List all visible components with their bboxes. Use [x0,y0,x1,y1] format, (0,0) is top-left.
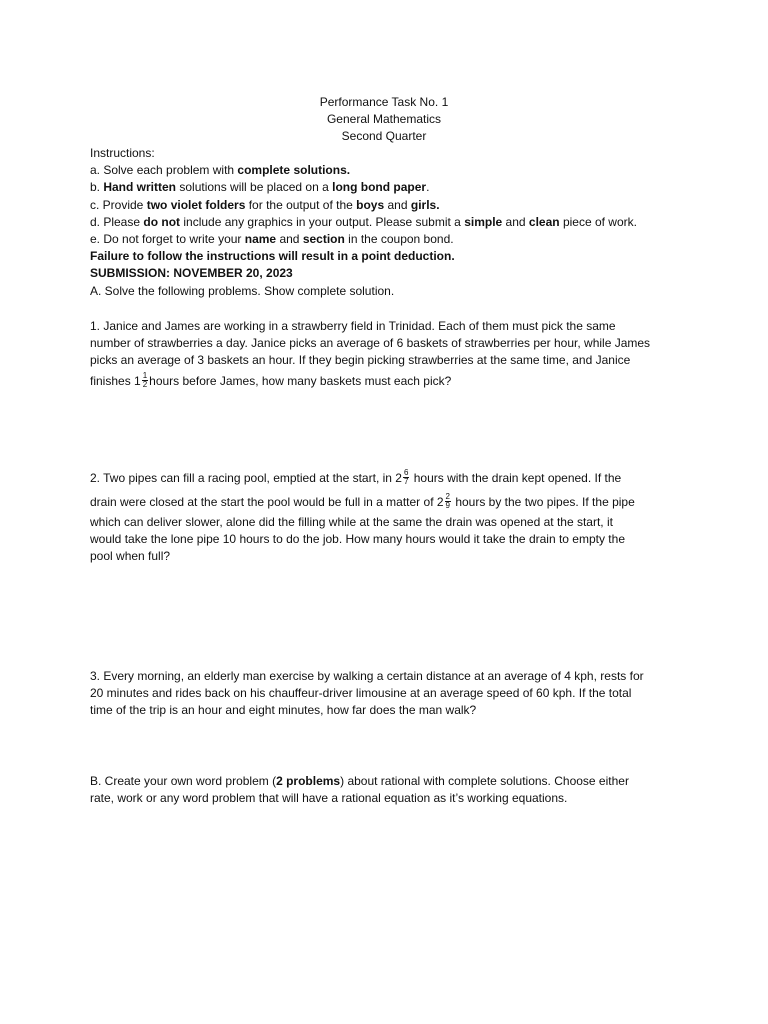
problem-1-line: picks an average of 3 baskets an hour. If they begin picking strawberries at the same time, and Janice [90,353,631,368]
instruction-c [90,197,690,214]
problem-1 [90,318,690,392]
submission-date [90,265,690,282]
instruction-e-bold1: name [244,232,277,247]
instruction-e-text: e. Do not forget to write your [90,232,245,247]
problem-3-line: 20 minutes and rides back on his chauffeur-driver limousine at an average speed of 60 kph. If the total [90,686,632,701]
part-b-text: ) about rational with complete solutions. Choose either [340,774,629,788]
instruction-d-bold1: do not [143,214,181,229]
part-a-heading: A. Solve the following problems. Show complete solution. [90,283,395,298]
problem-2 [90,466,690,566]
problem-2-text: drain were closed at the start the pool would be full in a matter of 2 [90,495,444,509]
instruction-d-text: d. Please [90,214,144,229]
instruction-b-post: . [426,180,430,195]
instruction-c-bold3: girls. [410,197,440,212]
problem-2-line: pool when full? [90,549,171,564]
part-b-line: rate, work or any word problem that will have a rational equation as it’s working equations. [90,791,568,806]
instruction-b-bold1: Hand written [103,180,177,195]
problem-1-text: hours before James, how many baskets must each pick? [149,373,452,388]
instructions-section [90,145,690,300]
fraction-two-ninths [445,493,451,510]
part-b [90,773,690,807]
submission-bold: SUBMISSION: NOVEMBER 20, 2023 [90,266,293,281]
fraction-six-sevenths [403,469,409,486]
instruction-c-mid2: and [384,197,411,212]
instruction-a-bold: complete solutions. [237,163,351,178]
instruction-e-bold2: section [302,232,345,247]
problem-1-line: 1. Janice and James are working in a strawberry field in Trinidad. Each of them must pick the same [90,319,616,333]
problem-2-line [90,466,690,490]
problem-1-line [90,370,690,392]
instruction-a [90,162,690,179]
part-b-line [90,773,690,790]
instruction-d-bold2: simple [464,214,503,229]
problem-2-line: which can deliver slower, alone did the filling while at the same the drain was opened at the start, it [90,515,613,529]
problem-1-text: finishes 1 [90,373,141,388]
problem-3-line: time of the trip is an hour and eight minutes, how far does the man walk? [90,703,477,718]
instruction-d-mid2: and [502,214,529,229]
document-header [0,94,768,145]
fraction-denominator: 2 [142,379,148,389]
instruction-c-bold1: two violet folders [146,197,246,212]
instruction-d [90,214,690,231]
instruction-b-text: solutions will be placed on a [176,180,333,195]
instruction-c-bold2: boys [356,197,385,212]
problem-2-line [90,490,690,514]
problem-2-line: would take the lone pipe 10 hours to do the job. How many hours would it take the drain to empty the [90,532,625,547]
problem-2-text: hours by the two pipes. If the pipe [451,495,635,509]
fraction-numerator: 2 [445,492,450,502]
fraction-numerator: 1 [142,370,148,380]
fraction-numerator: 6 [403,468,409,478]
instruction-e-post: in the coupon bond. [344,232,454,247]
instruction-a-text: a. Solve each problem with [90,163,238,178]
instruction-c-mid: for the output of the [245,197,357,212]
instruction-d-post: piece of work. [559,214,637,229]
instruction-d-mid: include any graphics in your output. Please submit a [180,214,465,229]
instruction-d-bold3: clean [528,214,560,229]
instructions-heading: Instructions: [90,146,155,160]
instruction-e-mid: and [276,232,303,247]
problem-2-text: 2. Two pipes can fill a racing pool, emptied at the start, in 2 [90,471,402,485]
part-b-text: B. Create your own word problem ( [90,774,277,788]
instruction-e [90,231,690,248]
task-title: Performance Task No. 1 [319,95,449,109]
fraction-denominator: 9 [445,501,450,511]
problem-3 [90,668,690,720]
part-b-bold: 2 problems [276,774,341,788]
fraction-one-half [142,372,148,389]
quarter-title: Second Quarter [341,129,427,143]
problem-2-text: hours with the drain kept opened. If the [410,471,622,485]
instruction-c-text: c. Provide [90,197,147,212]
fraction-denominator: 7 [403,477,409,487]
instruction-b-bold2: long bond paper [332,180,427,195]
subject-title: General Mathematics [326,112,442,126]
instruction-b [90,179,690,196]
problem-3-line: 3. Every morning, an elderly man exercise by walking a certain distance at an average of 4 kph, rests for [90,669,644,683]
instruction-b-prefix: b. [90,180,104,195]
problem-1-line: number of strawberries a day. Janice picks an average of 6 baskets of strawberries per hour, while James [90,336,651,351]
warning-bold: Failure to follow the instructions will result in a point deduction. [90,249,455,264]
warning-text [90,248,690,265]
